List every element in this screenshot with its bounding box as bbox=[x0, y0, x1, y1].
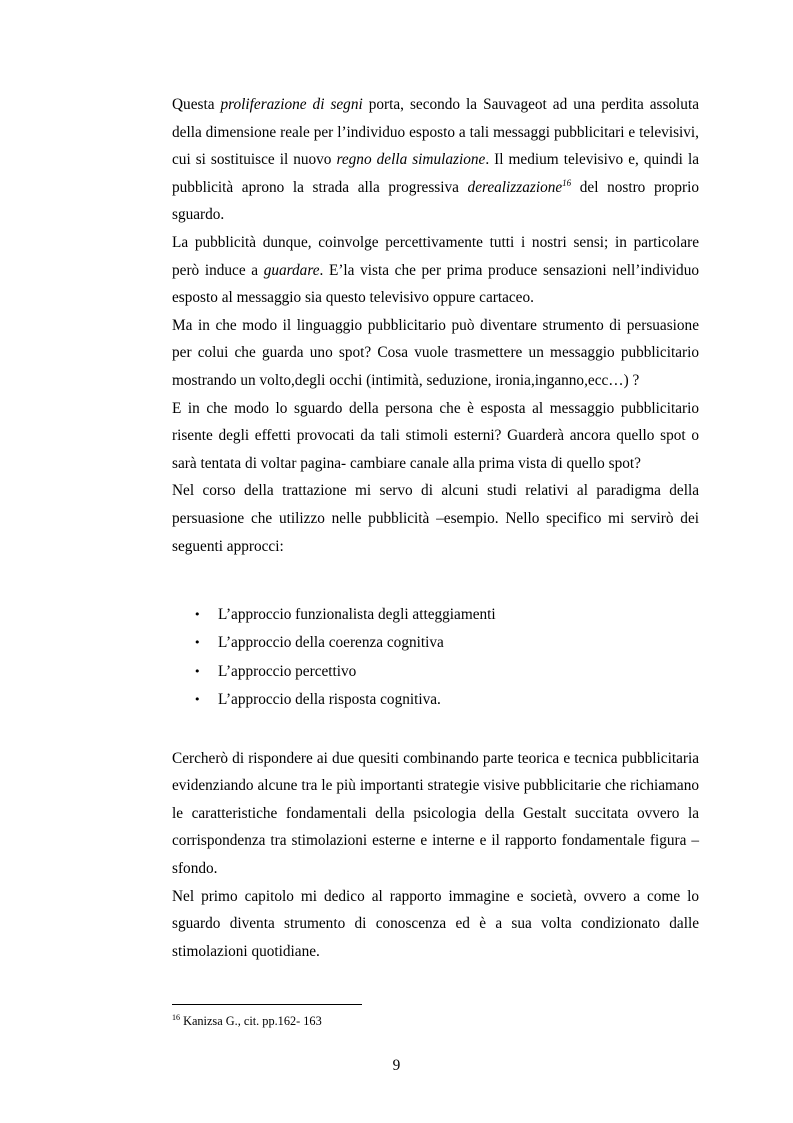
paragraph: Nel primo capitolo mi dedico al rapporto immagine e società, ovvero a come lo sguardo diventa strumento di conoscenza ed è a sua volta condizionato dalle stimolazioni quotidiane. bbox=[172, 887, 699, 960]
page-number: 9 bbox=[392, 1057, 401, 1074]
footnote-text: Kanizsa G., cit. pp.162- 163 bbox=[180, 1014, 322, 1028]
bullet-icon: • bbox=[194, 693, 201, 707]
intro-paragraphs bbox=[172, 91, 699, 588]
text-segment: E in che modo lo sguardo della persona che è esposta al messaggio pubblicitario risente degli effetti provocati da tali stimoli esterni? Guarderà ancora quello spot o sarà tentata di voltar pagina- cambiare canale alla prima vista di quello spot? bbox=[172, 399, 699, 472]
footnote-reference: 16 bbox=[562, 177, 572, 188]
text-segment: porta, secondo la Sauvageot ad una perdita assoluta della dimensione reale per l’individuo esposto a tali messaggi pubblicitari e televisivi, cui si sostituisce il nuovo bbox=[172, 96, 699, 169]
paragraph bbox=[172, 312, 699, 395]
list-item-text: L’approccio della risposta cognitiva. bbox=[218, 691, 441, 709]
paragraph bbox=[172, 91, 699, 229]
list-item bbox=[172, 658, 699, 687]
italic-text: regno della simulazione bbox=[336, 151, 486, 169]
paragraph bbox=[172, 477, 699, 560]
list-item bbox=[172, 686, 699, 715]
list-item bbox=[172, 601, 699, 630]
approaches-list bbox=[172, 601, 699, 715]
footnote-separator bbox=[172, 1004, 362, 1005]
paragraph: Cercherò di rispondere ai due quesiti combinando parte teorica e tecnica pubblicitaria evidenziando alcune tra le più importanti strategie visive pubblicitarie che richiamano le caratteristiche fondamentali della psicologia della Gestalt succitata ovvero la corrispondenza tra stimolazioni esterne e interne e il rapporto fondamentale figura –sfondo. bbox=[172, 749, 699, 878]
text-segment: del nostro proprio sguardo. bbox=[172, 178, 699, 224]
italic-text: guardare bbox=[263, 261, 320, 279]
bullet-icon: • bbox=[194, 636, 201, 650]
bullet-icon: • bbox=[194, 664, 201, 678]
list-item-text: L’approccio funzionalista degli atteggiamenti bbox=[218, 605, 496, 623]
paragraph bbox=[172, 395, 699, 478]
text-segment: . Il medium televisivo e, quindi la pubblicità aprono la strada alla progressiva bbox=[172, 151, 699, 196]
list-item-text: L’approccio della coerenza cognitiva bbox=[218, 634, 444, 652]
italic-text: proliferazione di segni bbox=[220, 96, 363, 113]
text-segment: Ma in che modo il linguaggio pubblicitario può diventare strumento di persuasione per colui che guarda uno spot? Cosa vuole trasmettere un messaggio pubblicitario mostrando un volto,degli occhi (intimità, seduzione, ironia,inganno,ecc…) ? bbox=[172, 316, 699, 389]
text-segment: La pubblicità dunque, coinvolge percettivamente tutti i nostri sensi; in particolare però induce a bbox=[172, 233, 699, 279]
text-segment: . E’la vista che per prima produce sensazioni nell’individuo esposto al messaggio sia questo televisivo oppure cartaceo. bbox=[172, 261, 700, 307]
paragraph bbox=[172, 229, 699, 312]
list-item-text: L’approccio percettivo bbox=[218, 662, 357, 680]
footnote-number: 16 bbox=[172, 1013, 180, 1022]
text-segment: Questa bbox=[172, 96, 221, 113]
closing-paragraphs bbox=[172, 745, 699, 966]
body-text bbox=[172, 91, 699, 965]
text-segment: Nel corso della trattazione mi servo di alcuni studi relativi al paradigma della persuasione che utilizzo nelle pubblicità –esempio. Nello specifico mi servirò dei seguenti approcci: bbox=[172, 482, 699, 555]
italic-text: derealizzazione bbox=[467, 178, 563, 196]
list-item bbox=[172, 629, 699, 658]
bullet-icon: • bbox=[194, 607, 201, 621]
footnote bbox=[172, 1013, 322, 1029]
